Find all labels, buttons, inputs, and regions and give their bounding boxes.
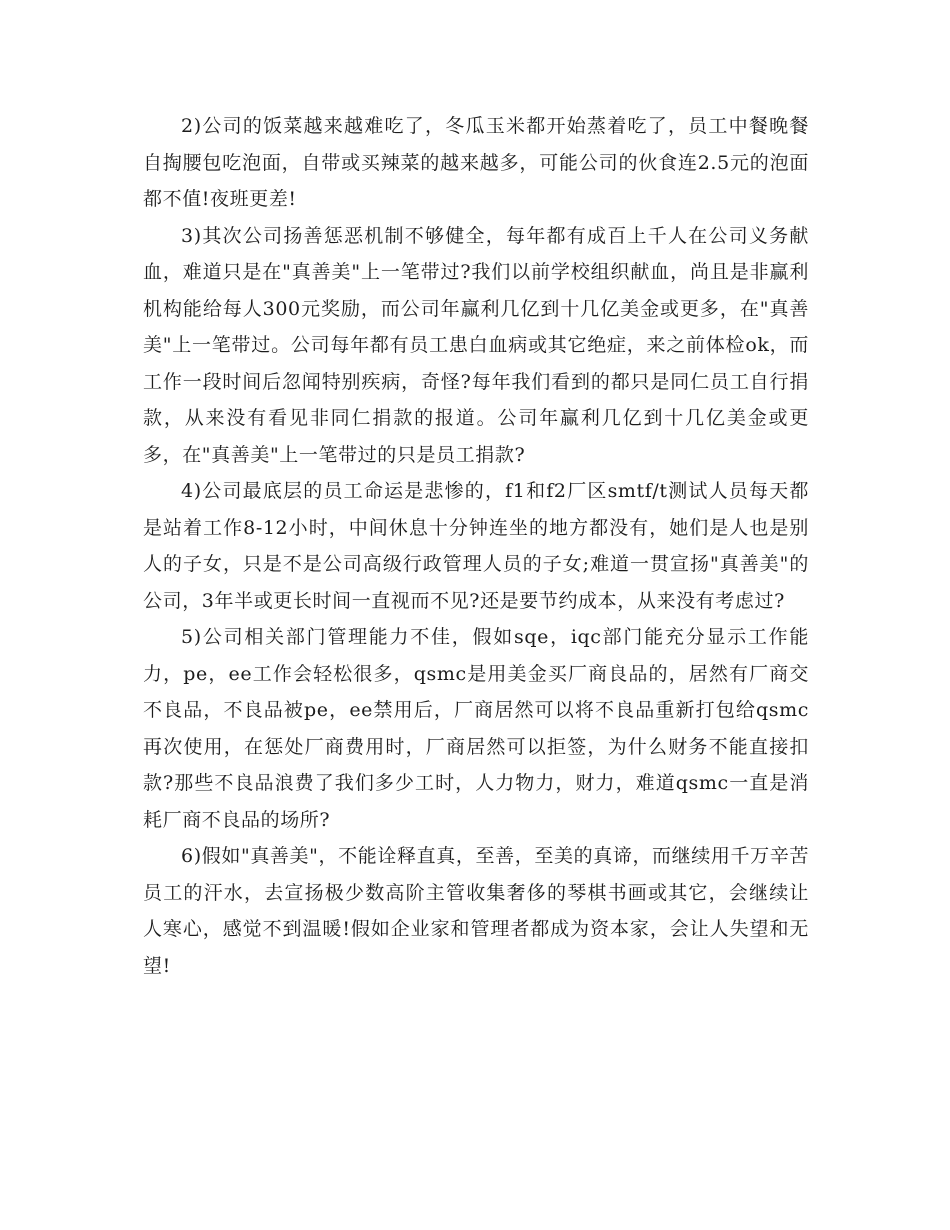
paragraph-3: 3)其次公司扬善惩恶机制不够健全，每年都有成百上千人在公司义务献血，难道只是在"真善美"上一笔带过?我们以前学校组织献血，尚且是非赢利机构能给每人300元奖励，而公司年赢利几亿到十几亿美金或更多，在"真善美"上一笔带过。公司每年都有员工患白血病或其它绝症，来之前体检ok，而工作一段时间后忽闻特别疾病，奇怪?每年我们看到的都只是同仁员工自行捐款，从来没有看见非同仁捐款的报道。公司年赢利几亿到十几亿美金或更多，在"真善美"上一笔带过的只是员工捐款?: [143, 224, 809, 466]
paragraph-6: 6)假如"真善美"，不能诠释直真，至善，至美的真谛，而继续用千万辛苦员工的汗水，去宣扬极少数高阶主管收集奢侈的琴棋书画或其它，会继续让人寒心，感觉不到温暖!假如企业家和管理者都成为资本家，会让人失望和无望!: [143, 845, 809, 977]
document-body: [143, 108, 809, 984]
paragraph-4: 4)公司最底层的员工命运是悲惨的，f1和f2厂区smtf/t测试人员每天都是站着工作8-12小时，中间休息十分钟连坐的地方都没有，她们是人也是别人的子女，只是不是公司高级行政管理人员的子女;难道一贯宣扬"真善美"的公司，3年半或更长时间一直视而不见?还是要节约成本，从来没有考虑过?: [143, 480, 809, 612]
paragraph-5: 5)公司相关部门管理能力不佳，假如sqe，iqc部门能充分显示工作能力，pe，ee工作会轻松很多，qsmc是用美金买厂商良品的，居然有厂商交不良品，不良品被pe，ee禁用后，厂商居然可以将不良品重新打包给qsmc再次使用，在惩处厂商费用时，厂商居然可以拒签，为什么财务不能直接扣款?那些不良品浪费了我们多少工时，人力物力，财力，难道qsmc一直是消耗厂商不良品的场所?: [143, 626, 809, 831]
paragraph-2: 2)公司的饭菜越来越难吃了，冬瓜玉米都开始蒸着吃了，员工中餐晚餐自掏腰包吃泡面，自带或买辣菜的越来越多，可能公司的伙食连2.5元的泡面都不值!夜班更差!: [143, 115, 809, 210]
